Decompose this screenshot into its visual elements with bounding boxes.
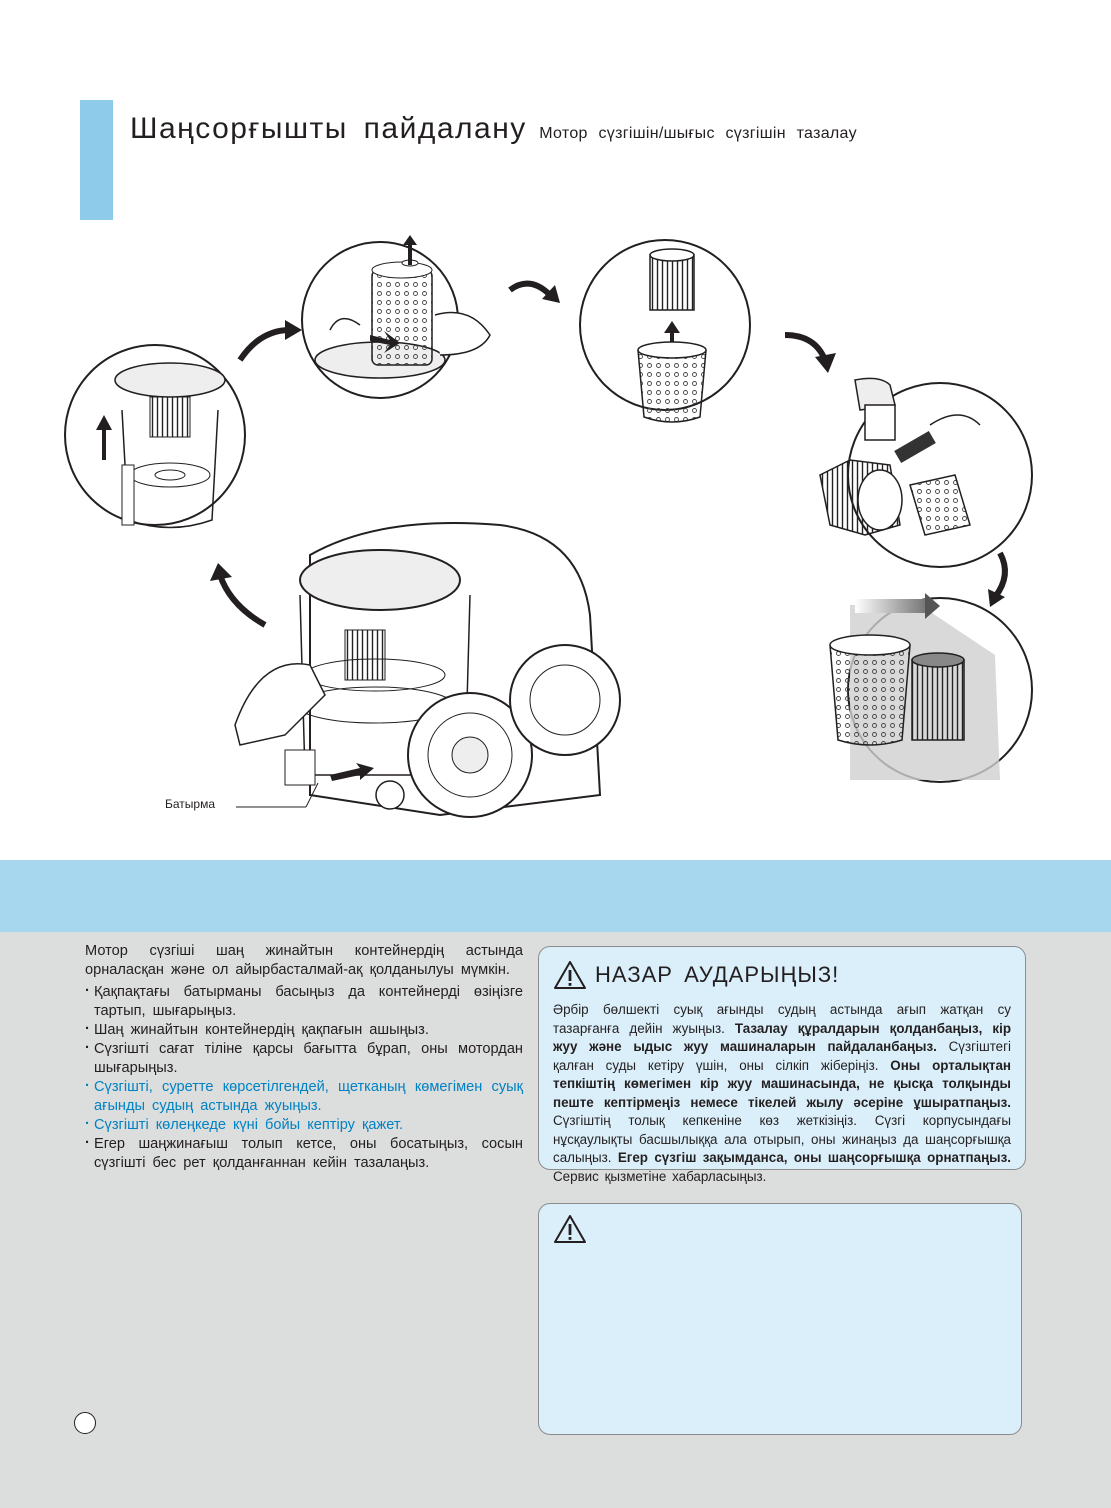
section-tab xyxy=(80,100,113,220)
step-circle-wash-filter xyxy=(820,378,1032,567)
warning-sentence: Сүзгіштегі қалған суды кетіру үшін, оны сілкіп жіберіңіз. xyxy=(553,1039,1011,1073)
step-circle-dry-filter xyxy=(830,593,1032,782)
warning-header xyxy=(553,957,1011,993)
step-circle-separate-filter xyxy=(580,240,750,422)
page-header xyxy=(130,112,857,146)
section-band xyxy=(0,860,1111,932)
page-subtitle: Мотор сүзгішін/шығыс сүзгішін тазалау xyxy=(539,125,857,142)
warning-sentence-bold: Оны орталықтан тепкіштің көмегімен кір жуу машинасында, не қысқа толқынды пеште кептірмеңіз немесе тікелей жылу әсеріне ұшыратпаңыз. xyxy=(553,1057,1011,1110)
instructions-intro: Мотор сүзгіші шаң жинайтын контейнердің астында орналасқан және ол айырбасталмай-ақ қолданылуы мүмкін. xyxy=(85,943,523,978)
step-circle-remove-filter xyxy=(302,235,490,398)
warning-title: НАЗАР АУДАРЫҢЫЗ! xyxy=(595,962,840,987)
caution-triangle-icon xyxy=(553,1214,587,1244)
instructions-steps xyxy=(85,983,523,1173)
filter-cleaning-illustration xyxy=(60,235,1060,835)
warning-box xyxy=(538,946,1026,1184)
warning-sentence: Сүзгі корпусындағы нұсқаулықты басшылыққа ала отырып, оны жинаңыз да шаңсорғышқа салыңыз. xyxy=(553,1113,1011,1165)
warning-sentence: Әрбір бөлшекті суық ағынды судың астында ағып жатқан су тазарғанға дейін жуыңыз. xyxy=(553,1002,1011,1036)
warning-sentence-bold: Тазалау құралдарын қолданбаңыз, кір жуу және ыдыс жуу машиналарын пайдаланбаңыз. xyxy=(553,1020,1011,1054)
step-item-highlighted: · Сүзгішті көлеңкеде күні бойы кептіру қажет. xyxy=(85,1116,523,1135)
step-circle-open-lid xyxy=(65,345,245,528)
vacuum-cleaner-unit xyxy=(235,523,620,817)
warning-text xyxy=(553,1001,1011,1186)
step-item-highlighted: · Сүзгішті, суретте көрсетілгендей, щетканың көмегімен суық ағынды судың астында жуыңыз. xyxy=(85,1078,523,1116)
button-callout-label: Батырма xyxy=(165,797,216,811)
step-item: · Егер шаңжинағыш толып кетсе, оны босатыңыз, сосын сүзгішті бес рет қолданғаннан кейін тазалаңыз. xyxy=(85,1135,523,1173)
step-item: · Сүзгішті сағат тіліне қарсы бағытта бұрап, оны мотордан шығарыңыз. xyxy=(85,1040,523,1078)
warning-sentence: Сүзгіштің толық кепкеніне көз жеткізіңіз. xyxy=(553,1113,857,1128)
step-item: · Шаң жинайтын контейнердің қақпағын ашыңыз. xyxy=(85,1021,523,1040)
caution-box xyxy=(538,1203,1022,1435)
warning-sentence: Сервис қызметіне хабарласыңыз. xyxy=(553,1168,767,1184)
page-number-circle xyxy=(74,1412,96,1434)
instructions-column xyxy=(85,942,523,1173)
warning-triangle-icon xyxy=(553,960,587,990)
warning-sentence-bold: Егер сүзгіш зақымданса, оны шаңсорғышқа орнатпаңыз. xyxy=(617,1150,1011,1165)
step-item: · Қақпақтағы батырманы басыңыз да контейнерді өзіңізге тартып, шығарыңыз. xyxy=(85,983,523,1021)
page-title: Шаңсорғышты пайдалану xyxy=(130,112,527,145)
